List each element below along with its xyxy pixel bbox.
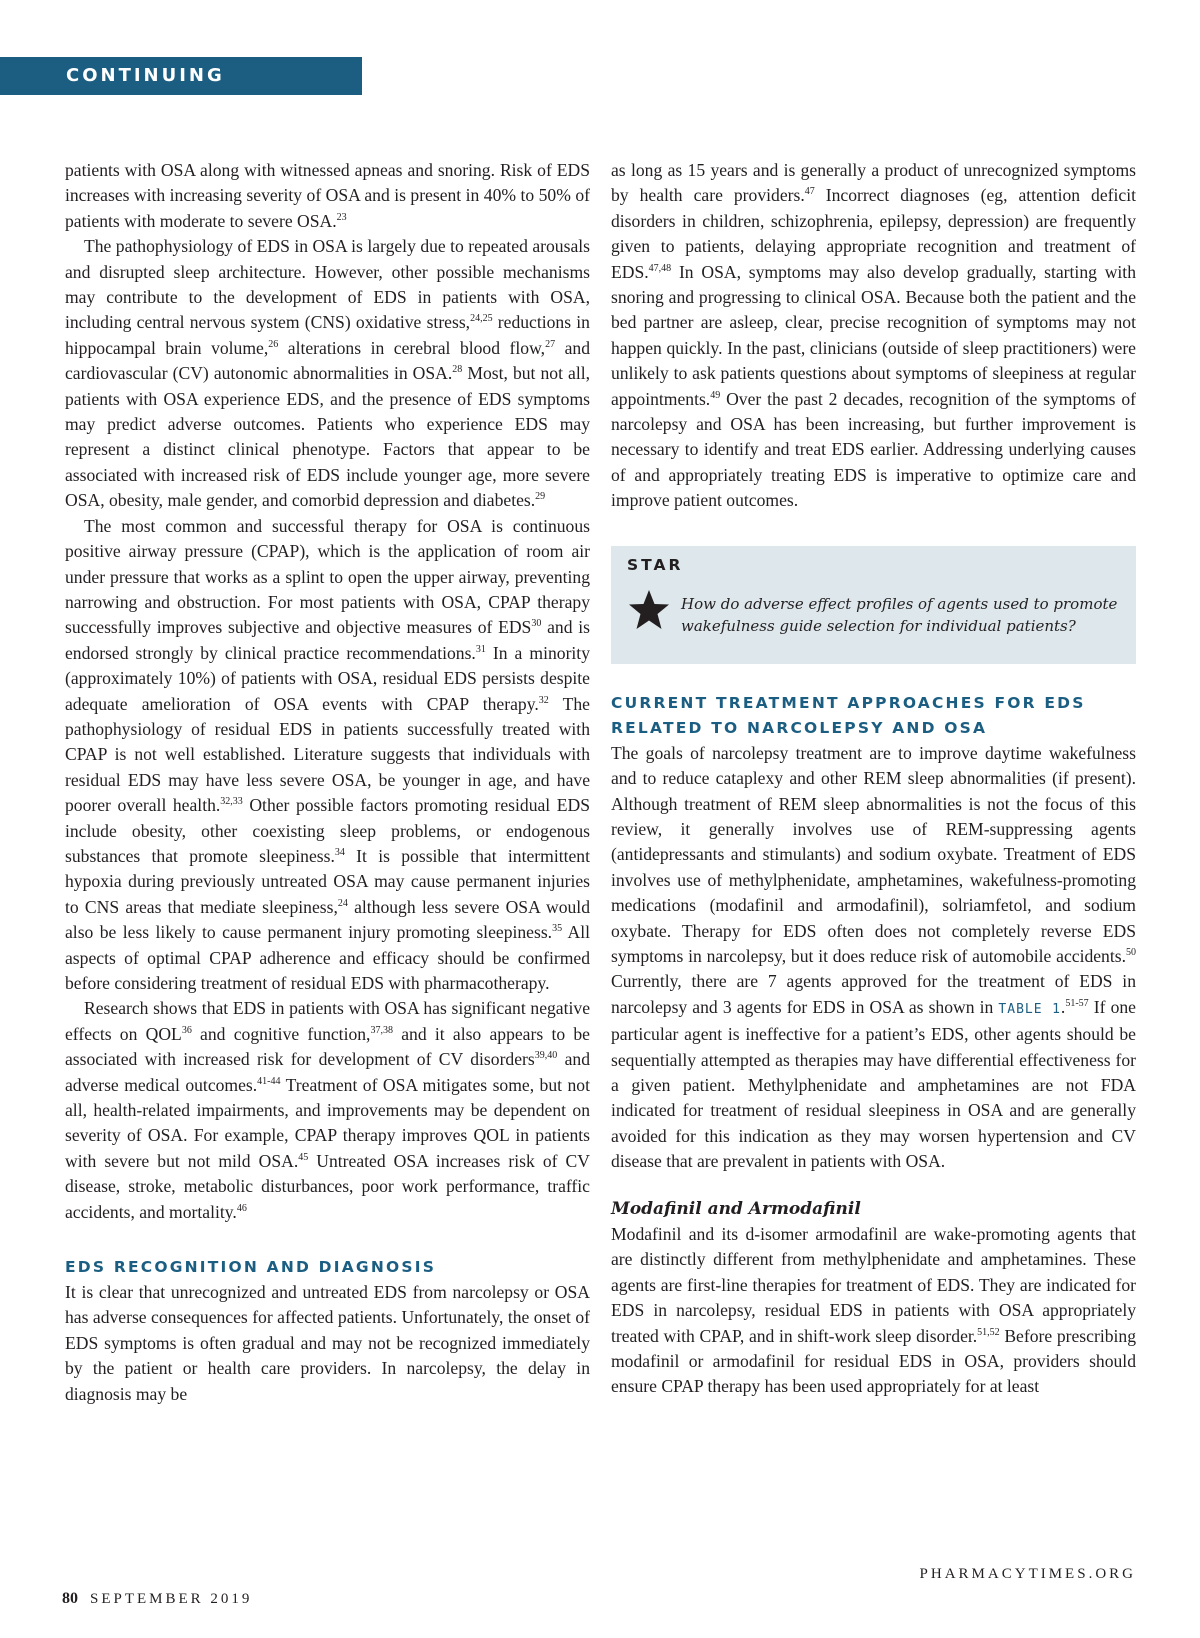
citation: 24 bbox=[337, 897, 348, 909]
citation: 30 bbox=[531, 618, 542, 630]
citation: 47,48 bbox=[648, 262, 672, 274]
citation: 23 bbox=[336, 211, 347, 223]
section-heading: CURRENT TREATMENT APPROACHES FOR EDS RELATED TO NARCOLEPSY AND OSA bbox=[611, 693, 1086, 737]
text-run: although less severe OSA would also be less likely to cause permanent injury promoting sleepiness. bbox=[65, 896, 590, 943]
citation: 46 bbox=[236, 1202, 247, 1214]
text-run: and it also appears to be associated with increased risk for development of CV disorders bbox=[65, 1023, 590, 1070]
text-run: The pathophysiology of EDS in OSA is largely due to repeated arousals and disrupted sleep architecture. However, other possible mechanisms may contribute to the development of EDS in patients with OSA, including central nervous system (CNS) oxidative stress, bbox=[65, 236, 590, 333]
footer-left bbox=[62, 1590, 252, 1608]
text-run: and adverse medical outcomes. bbox=[65, 1049, 590, 1095]
text-run: Other possible factors promoting residual EDS include obesity, other coexisting sleep problems, or endogenous substances that promote sleepiness. bbox=[65, 795, 590, 866]
text-run: Currently, there are 7 agents approved for the treatment of EDS in narcolepsy and 3 agents for EDS in OSA as shown in bbox=[611, 971, 1136, 1017]
citation: 45 bbox=[298, 1151, 309, 1163]
table-reference: TABLE 1 bbox=[998, 1001, 1061, 1017]
citation: 41-44 bbox=[257, 1075, 281, 1087]
star-question: How do adverse effect profiles of agents used to promote wakefulness guide selection for individual patients? bbox=[681, 594, 1118, 635]
text-run: and cardiovascular (CV) autonomic abnormalities in OSA. bbox=[65, 337, 590, 384]
paragraph bbox=[65, 514, 590, 997]
paragraph bbox=[65, 234, 590, 513]
citation: 27 bbox=[545, 338, 556, 350]
text-run: If one particular agent is ineffective for a patient’s EDS, other agents should be sequentially attempted as therapies may have differential effectiveness for a given patient. Methylphenidate and amphetamines are not FDA indicated for treatment of residual sleepiness in OSA and are generally avoided for this indication as they may worsen hypertension and CV disease that are prevalent in patients with OSA. bbox=[611, 996, 1136, 1172]
citation: 47 bbox=[804, 186, 815, 198]
text-run: All aspects of optimal CPAP adherence and efficacy should be confirmed before considering treatment of residual EDS with pharmacotherapy. bbox=[65, 922, 590, 993]
text-run: and cognitive function, bbox=[191, 1023, 371, 1044]
citation: 50 bbox=[1126, 946, 1136, 958]
citation: 39,40 bbox=[534, 1050, 558, 1062]
text-run: as long as 15 years and is generally a product of unrecognized symptoms by health care providers. bbox=[611, 160, 1136, 206]
citation: 26 bbox=[268, 338, 279, 350]
citation: 37,38 bbox=[370, 1024, 393, 1036]
text-run: It is possible that intermittent hypoxia during previously untreated OSA may cause permanent injuries to CNS areas that mediate sleepiness, bbox=[65, 845, 590, 917]
citation: 29 bbox=[535, 491, 546, 503]
citation: 36 bbox=[181, 1024, 192, 1036]
text-run: Untreated OSA increases risk of CV disease, stroke, metabolic disturbances, poor work performance, traffic accidents, and mortality. bbox=[65, 1150, 590, 1222]
citation: 24,25 bbox=[470, 313, 493, 325]
text-run: The most common and successful therapy for OSA is continuous positive airway pressure (CPAP), which is the application of room air under pressure that works as a splint to open the upper airway, preventing narrowing and obstruction. For most patients with OSA, CPAP therapy successfully improves subjective and objective measures of EDS bbox=[65, 515, 590, 638]
right-column bbox=[611, 158, 1136, 1400]
paragraph bbox=[65, 996, 590, 1225]
star-icon bbox=[627, 588, 671, 632]
citation: 51,52 bbox=[977, 1326, 1000, 1338]
text-run: Incorrect diagnoses (eg, attention deficit disorders in children, schizophrenia, epilepsy, depression) are frequently given to patients, delaying appropriate recognition and treatment of EDS. bbox=[611, 185, 1136, 282]
text-run: Over the past 2 decades, recognition of the symptoms of narcolepsy and OSA has been increasing, but further improvement is necessary to identify and treat EDS earlier. Addressing underlying causes of and appropriately treating EDS is imperative to optimize care and improve patient outcomes. bbox=[611, 388, 1136, 511]
citation: 32,33 bbox=[220, 796, 243, 808]
citation: 32 bbox=[538, 694, 549, 706]
text-run: and is endorsed strongly by clinical practice recommendations. bbox=[65, 617, 590, 663]
paragraph bbox=[611, 741, 1136, 1175]
text-run: alterations in cerebral blood flow, bbox=[278, 337, 546, 358]
citation: 34 bbox=[334, 846, 345, 858]
section-heading: EDS RECOGNITION AND DIAGNOSIS bbox=[65, 1258, 437, 1277]
paragraph bbox=[65, 158, 590, 234]
citation: 28 bbox=[452, 364, 463, 376]
section-banner: CONTINUING EDUCATION bbox=[0, 57, 362, 95]
citation: 51-57 bbox=[1065, 997, 1089, 1009]
text-run: The pathophysiology of residual EDS in patients successfully treated with CPAP is not well established. Literature suggests that individuals with residual EDS may have less severe OSA, be younger in age, and have poorer overall health. bbox=[65, 693, 590, 816]
citation: 49 bbox=[710, 389, 721, 401]
paragraph-text: patients with OSA along with witnessed apneas and snoring. Risk of EDS increases with increasing severity of OSA and is present in 40% to 50% of patients with moderate to severe OSA. bbox=[65, 160, 590, 231]
text-run: Treatment of OSA mitigates some, but not all, health-related impairments, and improvements may be dependent on severity of OSA. For example, CPAP therapy improves QOL in patients with severe but not mild OSA. bbox=[65, 1074, 590, 1171]
text-run: . bbox=[1060, 996, 1066, 1017]
paragraph bbox=[611, 158, 1136, 514]
issue-date: SEPTEMBER 2019 bbox=[90, 1591, 253, 1607]
star-callout bbox=[611, 546, 1136, 664]
left-column bbox=[65, 158, 590, 1407]
text-run: In a minority (approximately 10%) of patients with OSA, residual EDS persists despite adequate amelioration of OSA events with CPAP therapy. bbox=[65, 642, 590, 714]
subsection-heading: Modafinil and Armodafinil bbox=[611, 1198, 861, 1219]
page-number: 80 bbox=[62, 1590, 78, 1607]
text-run: In OSA, symptoms may also develop gradually, starting with snoring and progressing to clinical OSA. Because both the patient and the bed partner are asleep, clear, precise recognition of symptoms may not happen quickly. In the past, clinicians (outside of sleep practitioners) were unlikely to ask patients questions about symptoms of sleepiness at regular appointments. bbox=[611, 261, 1136, 409]
citation: 35 bbox=[552, 923, 563, 935]
citation: 31 bbox=[475, 643, 486, 655]
text-run: The goals of narcolepsy treatment are to improve daytime wakefulness and to reduce cataplexy and other REM sleep abnormalities (if present). Although treatment of REM sleep abnormalities is not the focus of this review, it generally involves use of REM-suppressing agents (antidepressants and stimulants) and sodium oxybate. Treatment of EDS involves use of methylphenidate, amphetamines, wakefulness-promoting medications (modafinil and armodafinil), solriamfetol, and sodium oxybate. Therapy for EDS often does not completely reverse EDS symptoms in narcolepsy, but it does reduce risk of automobile accidents. bbox=[611, 742, 1136, 966]
text-run: Most, but not all, patients with OSA experience EDS, and the presence of EDS symptoms may predict adverse outcomes. Patients who experience EDS may represent a distinct clinical phenotype. Factors that appear to be associated with increased risk of EDS include younger age, more severe OSA, obesity, male gender, and comorbid depression and diabetes. bbox=[65, 363, 590, 511]
text-run: Research shows that EDS in patients with OSA has significant negative effects on QOL bbox=[65, 998, 590, 1044]
footer-site: PHARMACYTIMES.ORG bbox=[919, 1566, 1136, 1582]
text-run: reductions in hippocampal brain volume, bbox=[65, 312, 590, 358]
paragraph: It is clear that unrecognized and untreated EDS from narcolepsy or OSA has adverse consequences for affected patients. Unfortunately, the onset of EDS symptoms is often gradual and may not be recognized immediately by the patient or health care providers. In narcolepsy, the delay in diagnosis may be bbox=[65, 1282, 590, 1404]
star-callout-title: STAR bbox=[627, 555, 684, 574]
paragraph bbox=[611, 1222, 1136, 1400]
text-run: Before prescribing modafinil or armodafinil for residual EDS in OSA, providers should ensure CPAP therapy has been used appropriately for at least bbox=[611, 1325, 1136, 1397]
text-run: Modafinil and its d-isomer armodafinil are wake-promoting agents that are distinctly different from methylphenidate and amphetamines. These agents are first-line therapies for treatment of EDS. They are indicated for EDS in narcolepsy, residual EDS in patients with OSA appropriately treated with CPAP, and in shift-work sleep disorder. bbox=[611, 1224, 1136, 1346]
